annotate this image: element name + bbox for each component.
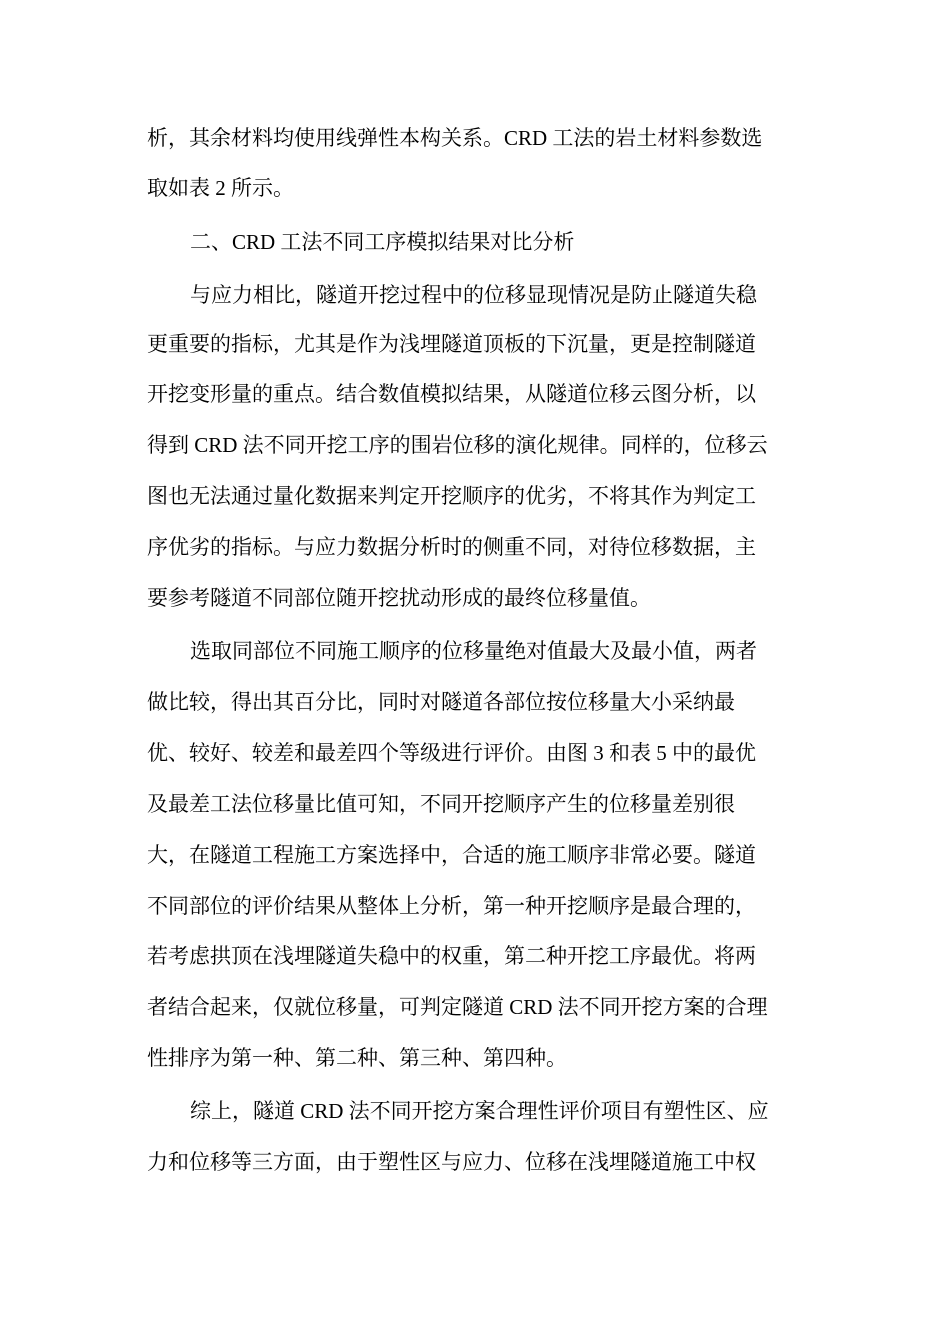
text-line: 若考虑拱顶在浅埋隧道失稳中的权重，第二种开挖工序最优。将两 xyxy=(147,944,756,968)
text-line: 者结合起来，仅就位移量，可判定隧道 CRD 法不同开挖方案的合理 xyxy=(147,995,768,1019)
text-line: 做比较，得出其百分比，同时对隧道各部位按位移量大小采纳最 xyxy=(147,690,735,714)
text-line: 开挖变形量的重点。结合数值模拟结果，从隧道位移云图分析，以 xyxy=(147,382,756,406)
text-line: 图也无法通过量化数据来判定开挖顺序的优劣，不将其作为判定工 xyxy=(147,484,756,508)
text-line: 序优劣的指标。与应力数据分析时的侧重不同，对待位移数据，主 xyxy=(147,535,756,559)
text-line: 不同部位的评价结果从整体上分析，第一种开挖顺序是最合理的， xyxy=(147,894,756,918)
text-line: 综上，隧道 CRD 法不同开挖方案合理性评价项目有塑性区、应 xyxy=(190,1099,769,1123)
section-heading: 二、CRD 工法不同工序模拟结果对比分析 xyxy=(190,230,575,254)
text-line: 取如表 2 所示。 xyxy=(147,176,294,200)
text-line: 得到 CRD 法不同开挖工序的围岩位移的演化规律。同样的，位移云 xyxy=(147,433,768,457)
text-line: 析，其余材料均使用线弹性本构关系。CRD 工法的岩土材料参数选 xyxy=(147,126,763,150)
text-line: 大，在隧道工程施工方案选择中，合适的施工顺序非常必要。隧道 xyxy=(147,843,756,867)
text-line: 性排序为第一种、第二种、第三种、第四种。 xyxy=(147,1046,567,1070)
text-line: 与应力相比，隧道开挖过程中的位移显现情况是防止隧道失稳 xyxy=(190,283,757,307)
text-line: 要参考隧道不同部位随开挖扰动形成的最终位移量值。 xyxy=(147,586,651,610)
text-line: 及最差工法位移量比值可知，不同开挖顺序产生的位移量差别很 xyxy=(147,792,735,816)
text-line: 选取同部位不同施工顺序的位移量绝对值最大及最小值，两者 xyxy=(190,639,757,663)
text-line: 力和位移等三方面，由于塑性区与应力、位移在浅埋隧道施工中权 xyxy=(147,1150,756,1174)
text-line: 更重要的指标，尤其是作为浅埋隧道顶板的下沉量，更是控制隧道 xyxy=(147,332,756,356)
text-line: 优、较好、较差和最差四个等级进行评价。由图 3 和表 5 中的最优 xyxy=(147,741,756,765)
